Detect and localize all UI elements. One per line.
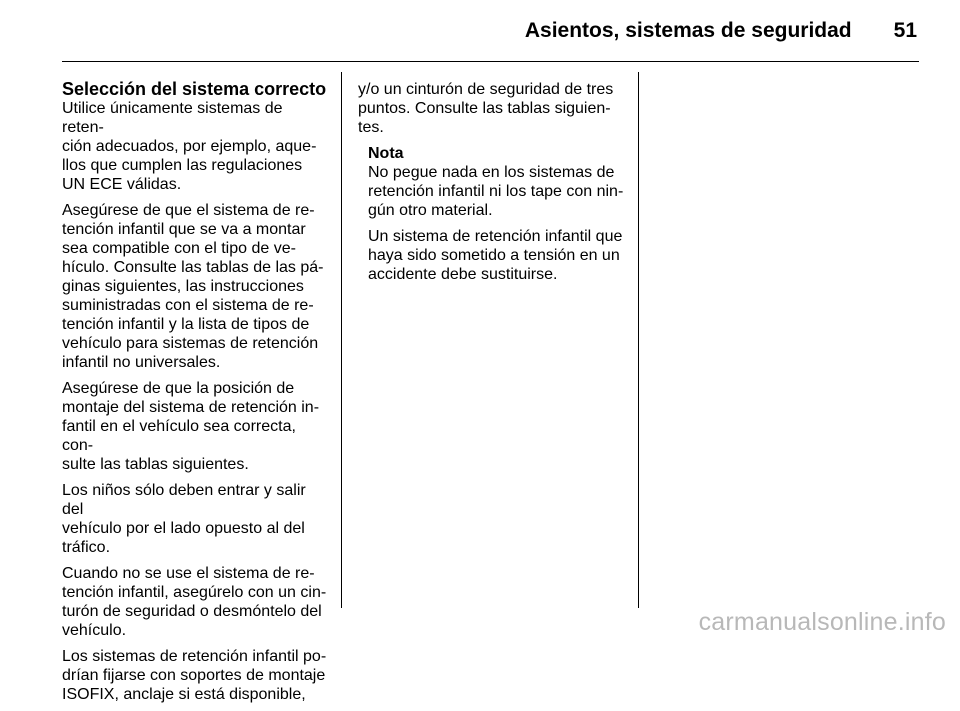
paragraph-continuation: y/o un cinturón de seguridad de tres puntos. Consulte las tablas siguien- tes. [358,81,614,136]
header-divider [62,61,919,62]
paragraph-compatibility: Asegúrese de que el sistema de re- tención infantil que se va a montar sea compatible con el tipo de ve- hículo. Consulte las tablas de las pá- ginas siguientes, las instrucciones suministradas con el sistema de re- tención infantil y la lista de tipos de vehículo para sistemas de retención infantil no universales. [62,202,324,371]
paragraph-unused-system: Cuando no se use el sistema de re- tención infantil, asegúrelo con un cin- turón de seguridad o desmóntelo del vehículo. [62,565,327,639]
note-paragraph-no-tape: No pegue nada en los sistemas de retención infantil ni los tape con nin- gún otro material. [368,164,624,219]
column-divider-right [638,72,639,608]
paragraph-children-exit: Los niños sólo deben entrar y salir del vehículo por el lado opuesto al del tráfico. [62,482,306,556]
paragraph-isofix: Los sistemas de retención infantil po- drían fijarse con soportes de montaje ISOFIX, anclaje si está disponible, [62,648,327,703]
watermark-text: carmanualsonline.info [698,608,946,636]
page-number: 51 [893,19,917,42]
text-column-left [62,80,328,711]
page-header [0,18,917,44]
column-divider-left [341,72,342,608]
text-column-middle [358,80,626,291]
note-paragraph-replace: Un sistema de retención infantil que haya sido sometido a tensión en un accidente debe sustituirse. [368,228,623,283]
section-title: Asientos, sistemas de seguridad [524,19,852,42]
note-block [358,144,626,284]
paragraph-mounting-position: Asegúrese de que la posición de montaje del sistema de retención in- fantil en el vehículo sea correcta, con- sulte las tablas siguientes. [62,380,320,473]
paragraph-restraint-systems: Utilice únicamente sistemas de reten- ción adecuados, por ejemplo, aque- llos que cumplen las regulaciones UN ECE válidas. [62,100,317,193]
note-title: Nota [368,145,404,162]
section-heading: Selección del sistema correcto [62,79,327,99]
